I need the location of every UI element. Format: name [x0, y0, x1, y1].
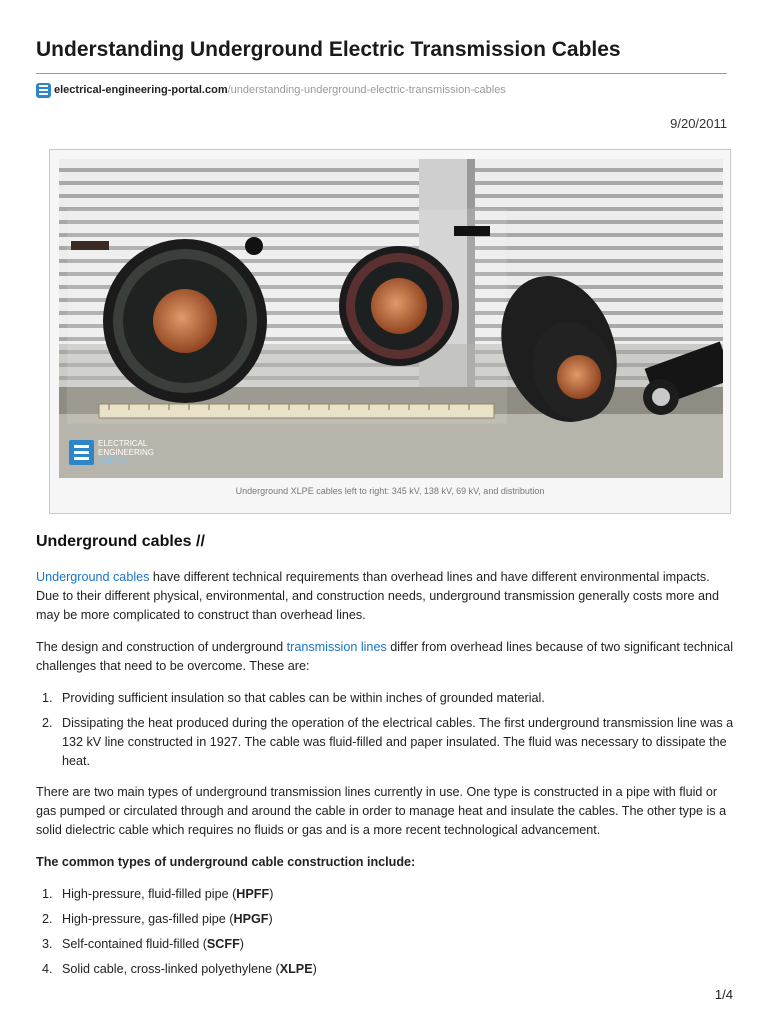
list-item: 2. Dissipating the heat produced during the operation of the electrical cables. The first underground transmission line was a 132 kV line constructed in 1927. The cable was fluid-filled and paper insulated. The fluid was necessary to dissipate the heat. [42, 716, 734, 768]
watermark-logo [69, 439, 154, 466]
source-line [36, 80, 506, 100]
figure [49, 149, 731, 514]
figure-caption: Underground XLPE cables left to right: 345 kV, 138 kV, 69 kV, and distribution [235, 486, 545, 496]
publish-date: 9/20/2011 [670, 116, 727, 131]
list-item: 4. Solid cable, cross-linked polyethylene (XLPE) [42, 962, 317, 976]
portal-logo-icon [69, 440, 94, 465]
challenges-list [36, 689, 736, 771]
types-heading: The common types of underground cable construction include: [36, 855, 416, 869]
title-divider [36, 73, 727, 74]
site-icon [36, 83, 51, 98]
paragraph-types: There are two main types of underground transmission lines currently in use. One type is constructed in a pipe with fluid or gas pumped or circulated through and around the cable in order to manage heat and insulate the cables. The other type is a solid dielectric cable which requires no fluids or gas and is a more recent technological advancement. [36, 785, 727, 837]
list-item: 2. High-pressure, gas-filled pipe (HPGF) [42, 912, 273, 926]
paragraph-intro: Underground cables have different technical requirements than overhead lines and have different environmental impacts. Due to their different physical, environmental, and construction needs, underground transmission generally costs more and may be more complicated to construct than overhead lines. [36, 570, 720, 622]
source-domain-link[interactable]: electrical-engineering-portal.com [54, 84, 228, 96]
types-list [36, 885, 736, 979]
underground-cables-link[interactable]: Underground cables [36, 570, 150, 584]
paragraph-design: The design and construction of underground transmission lines differ from overhead lines because of two significant technical challenges that need to be overcome. These are: [36, 640, 734, 673]
logo-line: ELECTRICAL [98, 439, 148, 448]
transmission-lines-link[interactable]: transmission lines [286, 640, 387, 654]
cable-photo-illustration [59, 159, 723, 478]
page-number: 1/4 [714, 987, 733, 1002]
logo-line: PORTAL [98, 457, 130, 466]
logo-line: ENGINEERING [98, 448, 155, 457]
cable-photo [59, 159, 723, 478]
page-title: Understanding Underground Electric Transmission Cables [36, 38, 621, 61]
list-item: 3. Self-contained fluid-filled (SCFF) [42, 937, 244, 951]
list-item: 1. High-pressure, fluid-filled pipe (HPFF) [42, 887, 274, 901]
source-path: /understanding-underground-electric-transmission-cables [227, 84, 506, 96]
section-heading: Underground cables // [36, 533, 205, 550]
list-item: 1. Providing sufficient insulation so that cables can be within inches of grounded material. [42, 691, 545, 705]
